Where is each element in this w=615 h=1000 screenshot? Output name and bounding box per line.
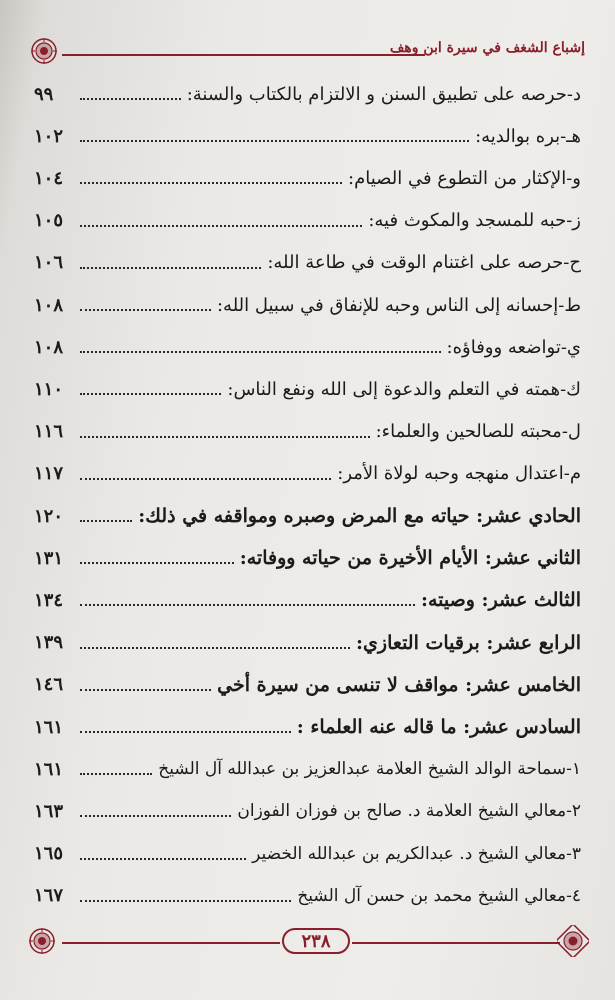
toc-leader-dots — [80, 900, 291, 902]
toc-entry-page: ١٠٥ — [34, 210, 64, 232]
toc-leader-dots — [80, 647, 350, 649]
toc-entry-page: ١٠٦ — [34, 252, 64, 274]
toc-entry — [34, 415, 581, 449]
toc-entry-title: ٣-معالي الشيخ د. عبدالكريم بن عبدالله الخضير — [252, 843, 581, 864]
toc-entry-title: ل-محبته للصالحين والعلماء: — [375, 421, 581, 443]
toc-leader-dots — [80, 309, 211, 311]
toc-entry — [34, 499, 581, 533]
page-number: ٢٣٨ — [282, 928, 350, 954]
toc-leader-dots — [80, 140, 469, 142]
toc-leader-dots — [80, 604, 415, 606]
toc-entry — [34, 246, 581, 280]
toc-entry-title: ١-سماحة الوالد الشيخ العلامة عبدالعزيز بن عبدالله آل الشيخ — [158, 759, 581, 780]
toc-entry-page: ١١٠ — [34, 378, 64, 400]
toc-entry-page: ٩٩ — [34, 83, 54, 105]
toc-entry-page: ١٣٤ — [34, 589, 64, 611]
toc-entry-title: الثالث عشر: وصيته: — [420, 589, 581, 612]
toc-entry-page: ١٣١ — [34, 547, 64, 569]
toc-entry — [34, 330, 581, 364]
toc-entry — [34, 752, 581, 786]
toc-entry — [34, 119, 581, 153]
toc-leader-dots — [80, 815, 231, 817]
toc-entry-title: م-اعتدال منهجه وحبه لولاة الأمر: — [337, 463, 581, 485]
toc-entry — [34, 161, 581, 195]
toc-entry-title: ٢-معالي الشيخ العلامة د. صالح بن فوزان الفوزان — [237, 801, 581, 822]
toc-leader-dots — [80, 520, 132, 522]
toc-entry — [34, 204, 581, 238]
toc-entry — [34, 541, 581, 575]
toc-entry-page: ١٠٨ — [34, 294, 64, 316]
toc-entry-page: ١٣٩ — [34, 632, 64, 654]
toc-entry — [34, 626, 581, 660]
running-title: إشباع الشغف في سيرة ابن وهف — [389, 40, 585, 56]
toc-entry-page: ١٠٨ — [34, 336, 64, 358]
footer-rule-left — [62, 942, 280, 944]
toc-entry — [34, 794, 581, 828]
toc-entry-title: الثاني عشر: الأيام الأخيرة من حياته ووفاته: — [239, 547, 581, 570]
toc-entry — [34, 457, 581, 491]
toc-entry-page: ١٤٦ — [34, 674, 64, 696]
toc-entry-title: ك-همته في التعلم والدعوة إلى الله ونفع الناس: — [227, 378, 581, 400]
toc-entry-page: ١٠٤ — [34, 167, 64, 189]
toc-leader-dots — [80, 773, 152, 775]
toc-entry-page: ١٦٣ — [34, 800, 64, 822]
toc-entry-page: ١٦١ — [34, 716, 64, 738]
toc-entry-title: و-الإكثار من التطوع في الصيام: — [348, 167, 581, 189]
toc-entry-title: هـ-بره بوالديه: — [475, 125, 581, 147]
toc-leader-dots — [80, 98, 181, 100]
toc-entry — [34, 879, 581, 913]
toc-entry — [34, 668, 581, 702]
toc-entry-title: ح-حرصه على اغتنام الوقت في طاعة الله: — [267, 252, 581, 274]
toc-leader-dots — [80, 436, 370, 438]
toc-entry-title: الخامس عشر: مواقف لا تنسى من سيرة أخي — [217, 673, 581, 696]
rosette-icon — [28, 927, 56, 955]
toc-entry-page: ١٠٢ — [34, 125, 64, 147]
toc-entry-page: ١١٧ — [34, 463, 64, 485]
footer-rule-right — [352, 942, 560, 944]
toc-entry — [34, 372, 581, 406]
toc-entry-page: ١٦٧ — [34, 885, 64, 907]
toc-entry — [34, 710, 581, 744]
toc-entry-page: ١٦١ — [34, 758, 64, 780]
toc-entry-title: الحادي عشر: حياته مع المرض وصبره ومواقفه في ذلك: — [138, 505, 581, 527]
toc-entry-title: ز-حبه للمسجد والمكوث فيه: — [368, 210, 581, 232]
toc-entry-title: ط-إحسانه إلى الناس وحبه للإنفاق في سبيل الله: — [216, 294, 581, 316]
toc-leader-dots — [80, 225, 362, 227]
toc-leader-dots — [80, 182, 342, 184]
toc-entry-title: د-حرصه على تطبيق السنن و الالتزام بالكتاب والسنة: — [186, 83, 581, 105]
toc-entry-title: ي-تواضعه ووفاؤه: — [446, 336, 581, 358]
toc-entry-page: ١٢٠ — [34, 505, 64, 527]
toc-entry — [34, 288, 581, 322]
toc-entry — [34, 583, 581, 617]
toc-leader-dots — [80, 393, 221, 395]
toc-leader-dots — [80, 351, 441, 353]
toc-entry-page: ١١٦ — [34, 421, 64, 443]
toc-leader-dots — [80, 562, 234, 564]
toc-entry-title: السادس عشر: ما قاله عنه العلماء : — [296, 716, 581, 738]
toc-entry-title: الرابع عشر: برقيات التعازي: — [356, 631, 581, 654]
rosette-icon — [557, 925, 589, 957]
toc-entry-title: ٤-معالي الشيخ محمد بن حسن آل الشيخ — [297, 885, 581, 906]
toc-leader-dots — [80, 689, 211, 691]
toc-entry-page: ١٦٥ — [34, 843, 64, 865]
toc-leader-dots — [80, 478, 331, 480]
toc-leader-dots — [80, 858, 246, 860]
toc-leader-dots — [80, 731, 291, 733]
toc-entry — [34, 837, 581, 871]
toc-leader-dots — [80, 267, 261, 269]
toc-entry — [34, 77, 581, 111]
